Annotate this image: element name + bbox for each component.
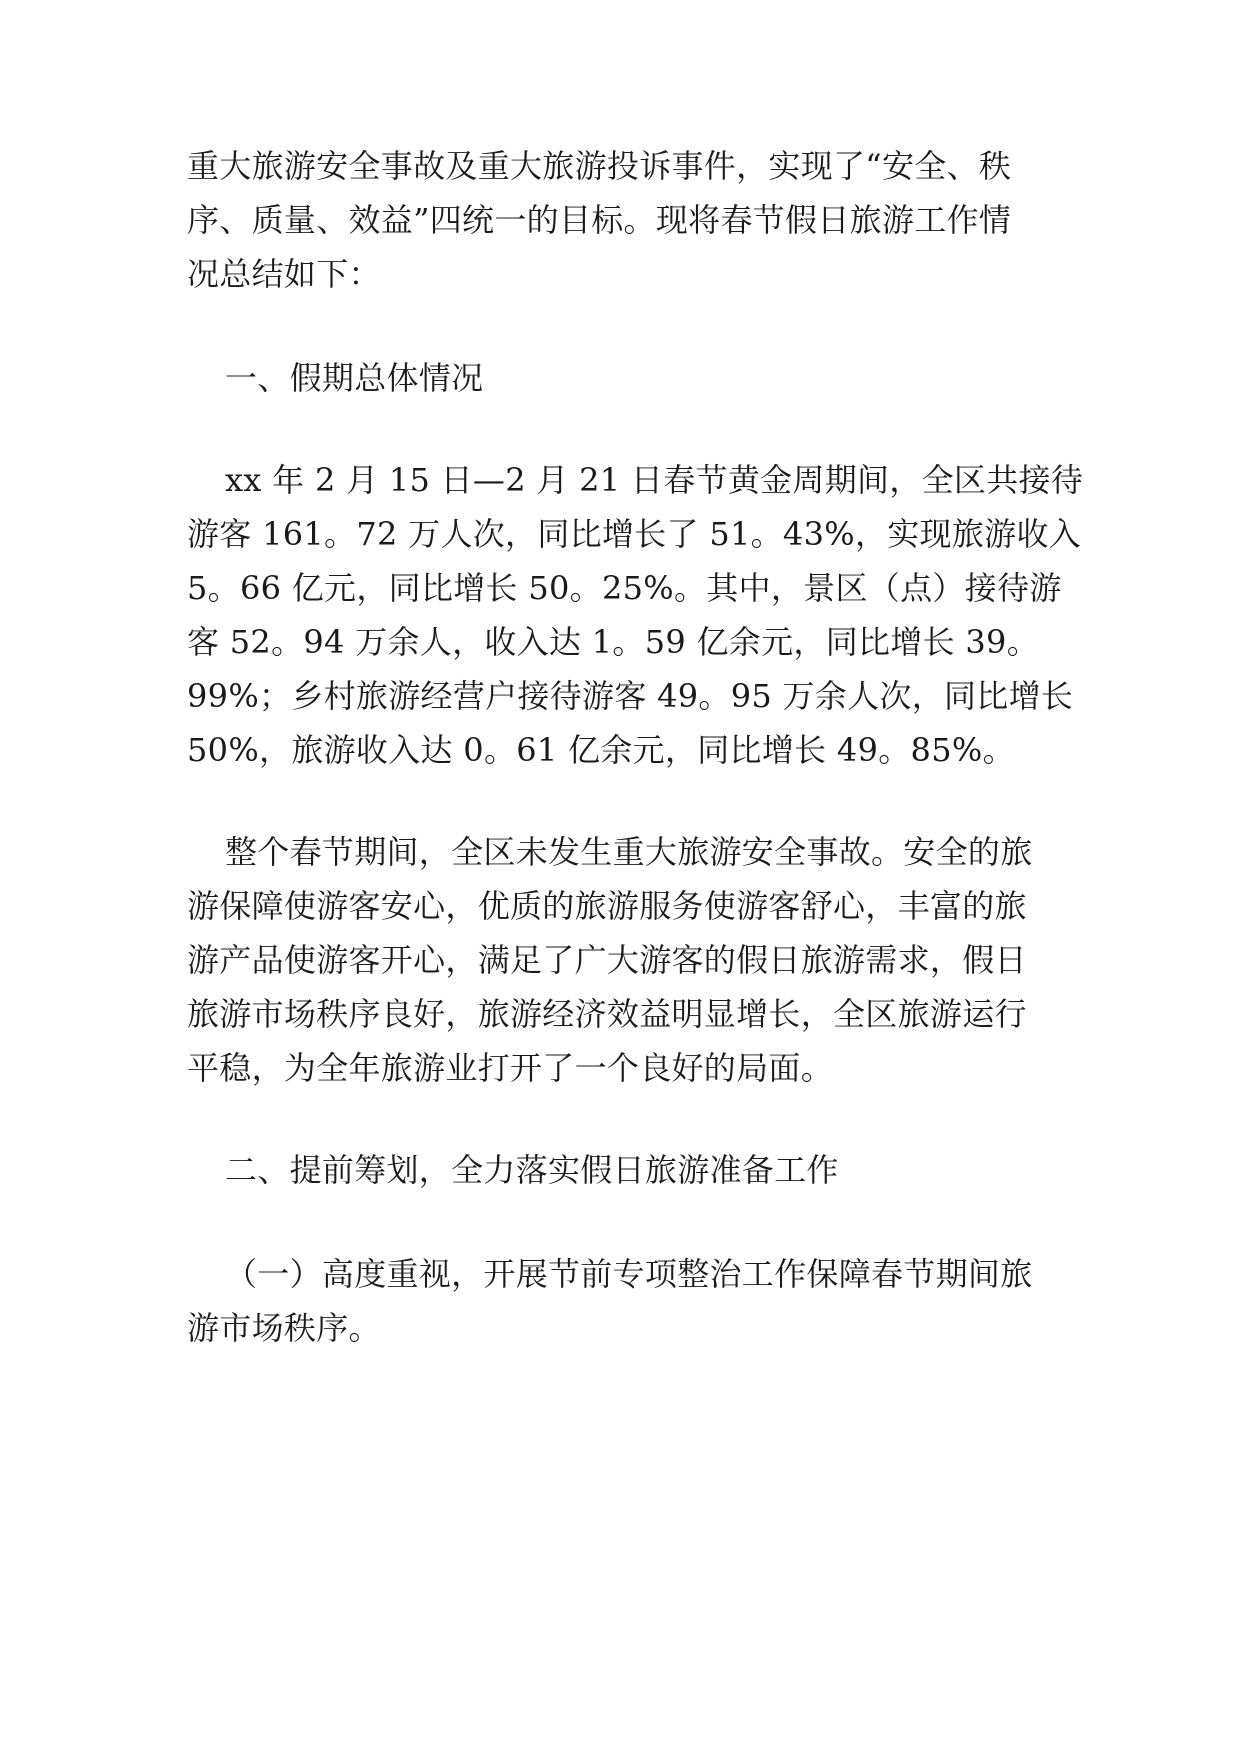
para2-line-5: 平稳，为全年旅游业打开了一个良好的局面。 [187,1049,834,1087]
para1-line-3: 5。66 亿元，同比增长 50。25%。其中，景区（点）接待游 [187,569,1062,607]
para2-line-4: 旅游市场秩序良好，旅游经济效益明显增长，全区旅游运行 [187,995,1027,1033]
subsection-line-1: （一）高度重视，开展节前专项整治工作保障春节期间旅 [225,1255,1033,1293]
para2-line-3: 游产品使游客开心，满足了广大游客的假日旅游需求，假日 [187,941,1027,979]
section-heading-2: 二、提前筹划，全力落实假日旅游准备工作 [225,1151,839,1189]
intro-line-1: 重大旅游安全事故及重大旅游投诉事件，实现了“安全、秩 [187,147,1012,185]
intro-line-2: 序、质量、效益”四统一的目标。现将春节假日旅游工作情 [187,201,1012,239]
para1-line-4: 客 52。94 万余人，收入达 1。59 亿余元，同比增长 39。 [187,623,1039,661]
section-heading-1: 一、假期总体情况 [225,359,484,397]
para1-line-5: 99%；乡村旅游经营户接待游客 49。95 万余人次，同比增长 [187,677,1074,715]
para1-line-6: 50%，旅游收入达 0。61 亿余元，同比增长 49。85%。 [187,731,1015,769]
para1-line-1: xx 年 2 月 15 日—2 月 21 日春节黄金周期间，全区共接待 [225,461,1084,499]
para2-line-1: 整个春节期间，全区未发生重大旅游安全事故。安全的旅 [225,833,1033,871]
para1-line-2: 游客 161。72 万人次，同比增长了 51。43%，实现旅游收入 [187,515,1082,553]
intro-line-3: 况总结如下： [187,255,381,293]
subsection-line-2: 游市场秩序。 [187,1309,381,1347]
para2-line-2: 游保障使游客安心，优质的旅游服务使游客舒心，丰富的旅 [187,887,1027,925]
